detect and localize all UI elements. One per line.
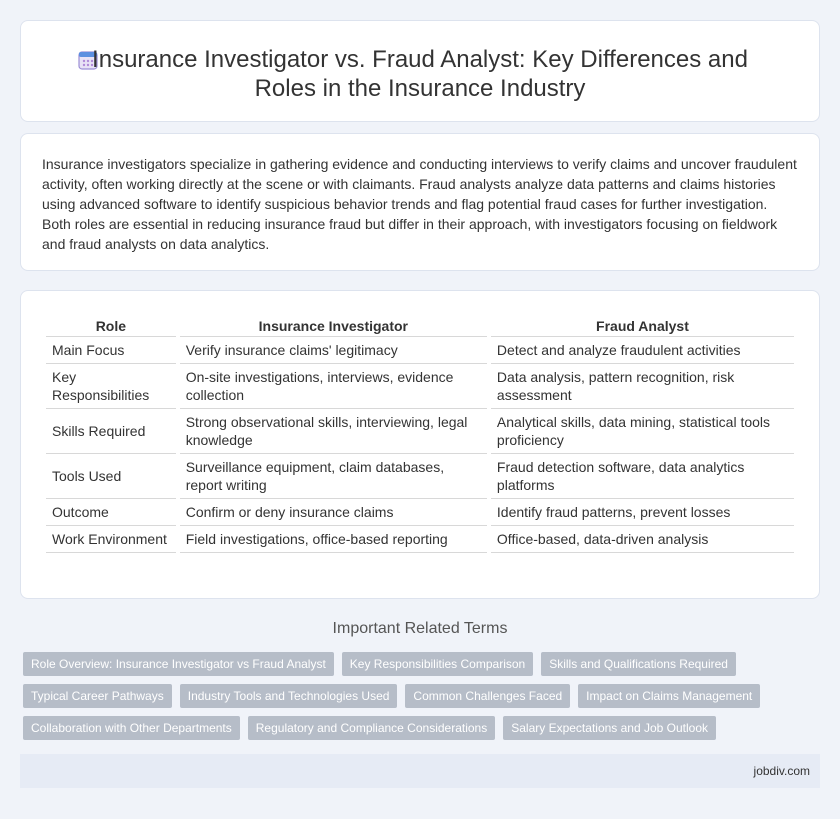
table-cell: Detect and analyze fraudulent activities: [491, 337, 794, 364]
page-title: Insurance Investigator vs. Fraud Analyst: Key Differences and Roles in the Insurance Industry: [92, 46, 748, 102]
table-cell: Key Responsibilities: [46, 364, 176, 409]
comparison-card: [20, 290, 820, 599]
table-cell: Tools Used: [46, 454, 176, 499]
table-cell: Field investigations, office-based reporting: [180, 526, 487, 553]
table-cell: Office-based, data-driven analysis: [491, 526, 794, 553]
table-cell: Fraud detection software, data analytics platforms: [491, 454, 794, 499]
footer-site-link[interactable]: jobdiv.com: [753, 764, 810, 778]
tag-row: [23, 716, 783, 740]
related-term-tag[interactable]: Collaboration with Other Departments: [23, 716, 240, 740]
table-cell: Strong observational skills, interviewing, legal knowledge: [180, 409, 487, 454]
related-term-tag[interactable]: Regulatory and Compliance Considerations: [248, 716, 495, 740]
related-term-tag[interactable]: Typical Career Pathways: [23, 684, 172, 708]
table-cell: Outcome: [46, 499, 176, 526]
table-row: [46, 337, 794, 364]
related-term-tag[interactable]: Role Overview: Insurance Investigator vs Fraud Analyst: [23, 652, 334, 676]
related-term-tag[interactable]: Industry Tools and Technologies Used: [180, 684, 398, 708]
table-cell: Surveillance equipment, claim databases, report writing: [180, 454, 487, 499]
related-term-tag[interactable]: Common Challenges Faced: [405, 684, 570, 708]
header-card: [20, 20, 820, 122]
related-terms-list: [23, 652, 783, 748]
table-cell: Work Environment: [46, 526, 176, 553]
comparison-table: [42, 316, 798, 553]
table-row: [46, 526, 794, 553]
related-term-tag[interactable]: Impact on Claims Management: [578, 684, 760, 708]
summary-card: [20, 133, 820, 271]
table-cell: Confirm or deny insurance claims: [180, 499, 487, 526]
header-insurance-investigator: Insurance Investigator: [180, 316, 487, 337]
related-term-tag[interactable]: Key Responsibilities Comparison: [342, 652, 533, 676]
tag-row: [23, 652, 783, 676]
table-cell: Identify fraud patterns, prevent losses: [491, 499, 794, 526]
footer: [20, 754, 820, 788]
table-row: [46, 454, 794, 499]
table-cell: Main Focus: [46, 337, 176, 364]
table-header-row: [46, 316, 794, 337]
summary-text: Insurance investigators specialize in gathering evidence and conducting interviews to verify claims and uncover fraudulent activity, often working directly at the scene or with claimants. Fraud analysts analyze data patterns and claims histories using advanced software to identify suspicious behavior trends and flag potential fraud cases for further investigation. Both roles are essential in reducing insurance fraud but differ in their approach, with investigators focusing on fieldwork and fraud analysts on data analytics.: [42, 156, 797, 252]
related-term-tag[interactable]: Salary Expectations and Job Outlook: [503, 716, 716, 740]
related-term-tag[interactable]: Skills and Qualifications Required: [541, 652, 736, 676]
table-row: [46, 364, 794, 409]
table-row: [46, 409, 794, 454]
related-terms-title: Important Related Terms: [332, 620, 508, 637]
header-fraud-analyst: Fraud Analyst: [491, 316, 794, 337]
tag-row: [23, 684, 783, 708]
table-row: [46, 499, 794, 526]
table-cell: Data analysis, pattern recognition, risk assessment: [491, 364, 794, 409]
table-cell: Skills Required: [46, 409, 176, 454]
header-role: Role: [46, 316, 176, 337]
table-cell: Analytical skills, data mining, statistical tools proficiency: [491, 409, 794, 454]
table-cell: Verify insurance claims' legitimacy: [180, 337, 487, 364]
table-cell: On-site investigations, interviews, evidence collection: [180, 364, 487, 409]
